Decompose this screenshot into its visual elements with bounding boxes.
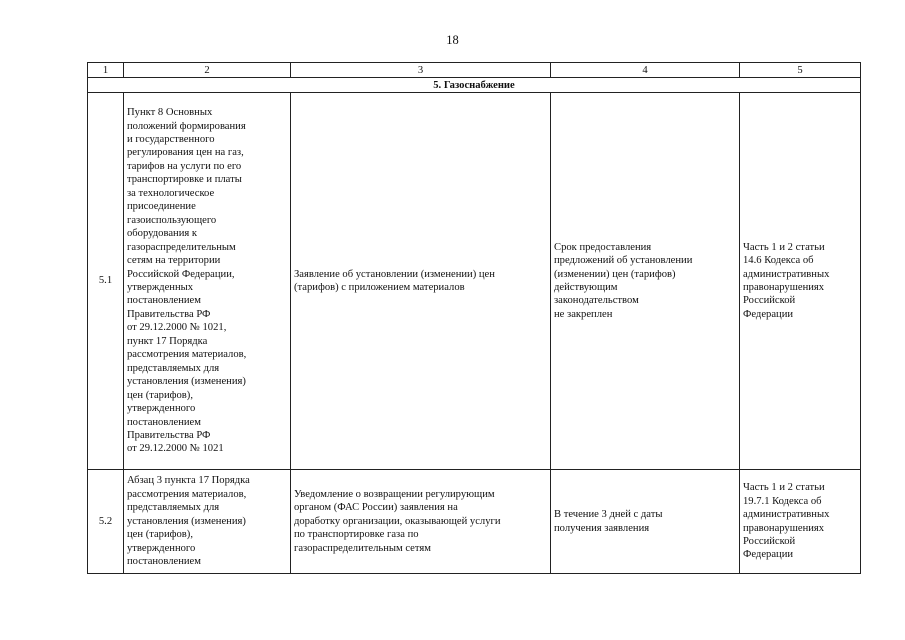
- column-header: 4: [551, 63, 740, 78]
- row-number: 5.1: [88, 93, 124, 470]
- document-cell: Уведомление о возвращении регулирующим органом (ФАС России) заявления на доработку организации, оказывающей услуги по транспортировке газа по газораспределительным сетям: [291, 470, 551, 574]
- regulation-table: [87, 62, 861, 574]
- page-number: 18: [446, 33, 459, 47]
- legal-basis-cell: Пункт 8 Основных положений формирования и государственного регулирования цен на газ, тарифов на услуги по его транспортировке и платы за технологическое присоединение газоиспользующего оборудования к газораспределительным сетям на территории Российской Федерации, утвержденных постановлением Правительства РФ от 29.12.2000 № 1021, пункт 17 Порядка рассмотрения материалов, представляемых для установления (изменения) цен (тарифов), утвержденного постановлением Правительства РФ от 29.12.2000 № 1021: [124, 93, 291, 470]
- document-cell: Заявление об установлении (изменении) цен (тарифов) с приложением материалов: [291, 93, 551, 470]
- table-header-row: [88, 63, 861, 78]
- column-header: 1: [88, 63, 124, 78]
- section-row: [88, 78, 861, 93]
- column-header: 3: [291, 63, 551, 78]
- section-title: 5. Газоснабжение: [88, 78, 861, 93]
- liability-cell: Часть 1 и 2 статьи 19.7.1 Кодекса об административных правонарушениях Российской Федерации: [740, 470, 861, 574]
- column-header: 5: [740, 63, 861, 78]
- table-row: [88, 93, 861, 470]
- table-row: [88, 470, 861, 574]
- term-cell: Срок предоставления предложений об установлении (изменении) цен (тарифов) действующим законодательством не закреплен: [551, 93, 740, 470]
- column-header: 2: [124, 63, 291, 78]
- legal-basis-cell: Абзац 3 пункта 17 Порядка рассмотрения материалов, представляемых для установления (изменения) цен (тарифов), утвержденного постановлением: [124, 470, 291, 574]
- row-number: 5.2: [88, 470, 124, 574]
- liability-cell: Часть 1 и 2 статьи 14.6 Кодекса об административных правонарушениях Российской Федерации: [740, 93, 861, 470]
- term-cell: В течение 3 дней с даты получения заявления: [551, 470, 740, 574]
